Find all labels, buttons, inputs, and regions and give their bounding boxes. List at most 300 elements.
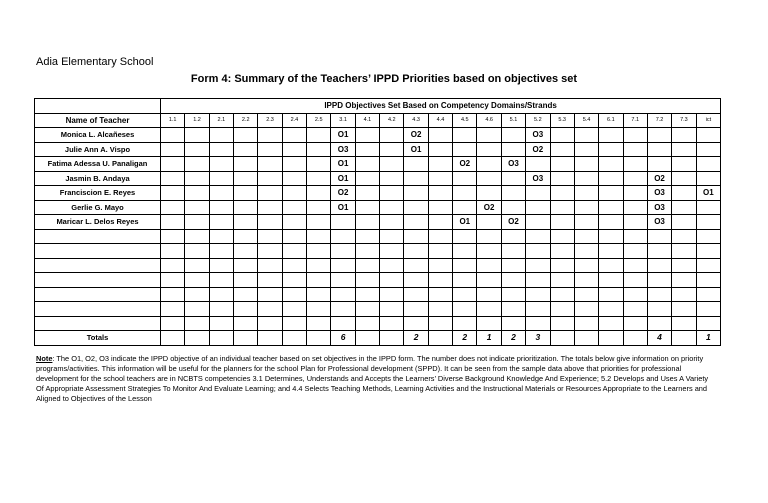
competency-code: 4.1 — [355, 113, 379, 128]
objective-cell — [185, 273, 209, 288]
objective-cell — [258, 128, 282, 143]
note-paragraph — [36, 354, 716, 404]
objective-cell — [550, 128, 574, 143]
objective-cell — [428, 287, 452, 302]
objective-cell — [599, 316, 623, 331]
total-cell — [355, 331, 379, 346]
objective-cell — [161, 273, 185, 288]
total-cell — [209, 331, 233, 346]
table-row — [35, 287, 721, 302]
objective-cell — [696, 258, 721, 273]
objective-cell — [501, 273, 525, 288]
objective-cell: O2 — [501, 215, 525, 230]
objective-cell — [599, 229, 623, 244]
objective-cell — [161, 171, 185, 186]
objective-cell — [234, 200, 258, 215]
competency-code: 4.6 — [477, 113, 501, 128]
objective-cell — [428, 171, 452, 186]
table-row — [35, 302, 721, 317]
objective-cell — [307, 229, 331, 244]
objective-cell — [185, 157, 209, 172]
objective-cell — [501, 229, 525, 244]
objective-cell — [574, 287, 598, 302]
objective-cell — [599, 244, 623, 259]
objective-cell — [380, 171, 404, 186]
totals-label: Totals — [35, 331, 161, 346]
objective-cell — [526, 200, 550, 215]
objective-cell — [526, 287, 550, 302]
objective-cell — [282, 142, 306, 157]
objective-cell — [672, 200, 696, 215]
objective-cell — [307, 273, 331, 288]
objective-cell — [477, 186, 501, 201]
objective-cell — [453, 171, 477, 186]
objective-cell — [380, 229, 404, 244]
objective-cell — [526, 157, 550, 172]
objective-cell — [672, 302, 696, 317]
teacher-name — [35, 287, 161, 302]
total-cell: 4 — [647, 331, 671, 346]
total-cell: 3 — [526, 331, 550, 346]
objective-cell — [380, 258, 404, 273]
objective-cell — [209, 186, 233, 201]
objective-cell — [453, 128, 477, 143]
teacher-name: Julie Ann A. Vispo — [35, 142, 161, 157]
objective-cell — [453, 258, 477, 273]
objective-cell — [647, 244, 671, 259]
competency-code: 7.3 — [672, 113, 696, 128]
objective-cell — [550, 200, 574, 215]
objective-cell — [599, 287, 623, 302]
table-row — [35, 316, 721, 331]
objective-cell — [574, 215, 598, 230]
objective-cell — [477, 171, 501, 186]
objective-cell — [623, 316, 647, 331]
objective-cell — [331, 302, 355, 317]
objective-cell — [696, 302, 721, 317]
objective-cell — [380, 273, 404, 288]
objective-cell — [185, 128, 209, 143]
objective-cell — [477, 229, 501, 244]
objective-cell — [501, 302, 525, 317]
teacher-name: Fatima Adessa U. Panaligan — [35, 157, 161, 172]
objective-cell — [599, 200, 623, 215]
objective-cell — [623, 157, 647, 172]
objective-cell — [380, 142, 404, 157]
objective-cell — [234, 273, 258, 288]
objective-cell — [672, 157, 696, 172]
objective-cell — [282, 215, 306, 230]
objective-cell — [428, 157, 452, 172]
objective-cell — [550, 302, 574, 317]
objective-cell — [282, 157, 306, 172]
objective-cell — [647, 273, 671, 288]
objective-cell — [501, 142, 525, 157]
objective-cell — [623, 142, 647, 157]
objective-cell — [574, 142, 598, 157]
objective-cell — [428, 302, 452, 317]
objective-cell — [209, 287, 233, 302]
objective-cell — [599, 258, 623, 273]
objective-cell — [161, 258, 185, 273]
objective-cell — [623, 229, 647, 244]
objective-cell — [380, 128, 404, 143]
objective-cell — [477, 302, 501, 317]
objective-cell — [453, 244, 477, 259]
objective-cell — [428, 229, 452, 244]
objective-cell — [623, 258, 647, 273]
objective-cell — [209, 229, 233, 244]
objective-cell — [672, 186, 696, 201]
objective-cell: O1 — [331, 200, 355, 215]
total-cell — [428, 331, 452, 346]
objective-cell — [161, 128, 185, 143]
objective-cell — [380, 244, 404, 259]
objective-cell: O1 — [331, 171, 355, 186]
objective-cell: O3 — [331, 142, 355, 157]
objective-cell — [331, 229, 355, 244]
objective-cell — [258, 157, 282, 172]
objective-cell — [526, 186, 550, 201]
objective-cell — [307, 128, 331, 143]
objective-cell — [623, 244, 647, 259]
objective-cell — [331, 316, 355, 331]
competency-code: 6.1 — [599, 113, 623, 128]
objective-cell: O3 — [526, 171, 550, 186]
objective-cell — [550, 244, 574, 259]
form-title: Form 4: Summary of the Teachers’ IPPD Priorities based on objectives set — [190, 73, 578, 85]
competency-code: 5.1 — [501, 113, 525, 128]
objective-cell — [307, 142, 331, 157]
objective-cell — [526, 244, 550, 259]
objective-cell — [307, 157, 331, 172]
objective-cell — [550, 258, 574, 273]
objective-cell — [185, 302, 209, 317]
objective-cell — [672, 142, 696, 157]
competency-code: 2.4 — [282, 113, 306, 128]
teacher-name — [35, 244, 161, 259]
objective-cell — [623, 200, 647, 215]
objective-cell — [331, 273, 355, 288]
competency-code: 5.4 — [574, 113, 598, 128]
objective-cell — [672, 287, 696, 302]
objective-cell — [647, 157, 671, 172]
objective-cell — [307, 186, 331, 201]
objective-cell — [355, 302, 379, 317]
objective-cell — [355, 258, 379, 273]
objective-cell — [209, 302, 233, 317]
objective-cell — [477, 128, 501, 143]
total-cell — [623, 331, 647, 346]
objective-cell: O2 — [647, 171, 671, 186]
objective-cell — [647, 142, 671, 157]
objective-cell — [453, 200, 477, 215]
objective-cell — [428, 128, 452, 143]
competency-code: 7.1 — [623, 113, 647, 128]
objective-cell — [282, 302, 306, 317]
objective-cell — [501, 244, 525, 259]
objective-cell — [672, 215, 696, 230]
objective-cell — [355, 128, 379, 143]
competency-code: 4.2 — [380, 113, 404, 128]
objective-cell — [185, 186, 209, 201]
objective-cell: O2 — [526, 142, 550, 157]
table-body — [35, 128, 721, 331]
objective-cell — [185, 142, 209, 157]
objective-cell: O2 — [453, 157, 477, 172]
objective-cell — [696, 316, 721, 331]
objective-cell — [526, 273, 550, 288]
objective-cell — [647, 258, 671, 273]
objective-cell — [404, 215, 428, 230]
objective-cell — [355, 244, 379, 259]
objective-cell — [185, 244, 209, 259]
objective-cell — [477, 273, 501, 288]
objective-cell — [428, 186, 452, 201]
school-name: Adia Elementary School — [36, 56, 154, 68]
table-row — [35, 157, 721, 172]
objective-cell — [623, 287, 647, 302]
objective-cell — [355, 287, 379, 302]
total-cell — [161, 331, 185, 346]
objective-cell — [672, 244, 696, 259]
objective-cell: O3 — [526, 128, 550, 143]
competency-code: ict — [696, 113, 721, 128]
objective-cell — [404, 273, 428, 288]
objective-cell — [550, 316, 574, 331]
objective-cell — [307, 171, 331, 186]
objective-cell — [404, 229, 428, 244]
objective-cell — [453, 142, 477, 157]
objective-cell — [282, 171, 306, 186]
objective-cell — [282, 128, 306, 143]
objective-cell — [428, 273, 452, 288]
objective-cell — [550, 157, 574, 172]
objective-cell — [161, 200, 185, 215]
objective-cell — [404, 258, 428, 273]
table-row — [35, 273, 721, 288]
objective-cell — [282, 244, 306, 259]
objective-cell — [161, 157, 185, 172]
objective-cell — [234, 258, 258, 273]
objective-cell — [234, 287, 258, 302]
objective-cell — [355, 171, 379, 186]
objective-cell — [477, 287, 501, 302]
table-row — [35, 258, 721, 273]
objective-cell — [209, 157, 233, 172]
objective-cell — [672, 258, 696, 273]
total-cell: 2 — [501, 331, 525, 346]
table-row — [35, 171, 721, 186]
objective-cell — [550, 142, 574, 157]
teacher-name — [35, 302, 161, 317]
total-cell: 1 — [477, 331, 501, 346]
objective-cell — [647, 128, 671, 143]
objective-cell — [574, 258, 598, 273]
objective-cell — [647, 229, 671, 244]
objective-cell — [234, 244, 258, 259]
objective-cell — [477, 244, 501, 259]
objective-cell — [209, 316, 233, 331]
objective-cell — [428, 258, 452, 273]
objective-cell — [307, 316, 331, 331]
objective-cell — [380, 316, 404, 331]
objective-cell — [623, 171, 647, 186]
objective-cell — [574, 171, 598, 186]
objective-cell: O1 — [331, 157, 355, 172]
competency-code: 4.5 — [453, 113, 477, 128]
objective-cell — [550, 273, 574, 288]
objective-cell — [550, 215, 574, 230]
total-cell — [574, 331, 598, 346]
total-cell — [672, 331, 696, 346]
objective-cell — [185, 215, 209, 230]
objective-cell — [234, 302, 258, 317]
total-cell: 1 — [696, 331, 721, 346]
objective-cell — [574, 302, 598, 317]
objective-cell — [355, 142, 379, 157]
competency-code: 5.3 — [550, 113, 574, 128]
objective-cell — [428, 142, 452, 157]
objective-cell — [185, 229, 209, 244]
objective-cell — [209, 171, 233, 186]
objective-cell — [623, 273, 647, 288]
objective-cell — [501, 316, 525, 331]
objective-cell — [380, 302, 404, 317]
objective-cell — [355, 229, 379, 244]
objective-cell — [550, 229, 574, 244]
total-cell — [307, 331, 331, 346]
objective-cell — [574, 229, 598, 244]
objective-cell — [477, 157, 501, 172]
objective-cell — [258, 273, 282, 288]
objective-cell — [307, 287, 331, 302]
objective-cell — [501, 200, 525, 215]
table-row — [35, 142, 721, 157]
objective-cell — [282, 258, 306, 273]
table-row — [35, 215, 721, 230]
objective-cell — [234, 142, 258, 157]
objective-cell — [234, 215, 258, 230]
objective-cell — [501, 258, 525, 273]
objective-cell — [234, 229, 258, 244]
objective-cell: O2 — [331, 186, 355, 201]
objective-cell — [234, 157, 258, 172]
objective-cell — [404, 186, 428, 201]
objective-cell — [258, 316, 282, 331]
total-cell: 6 — [331, 331, 355, 346]
objective-cell — [307, 215, 331, 230]
objective-cell — [672, 316, 696, 331]
objective-cell — [307, 200, 331, 215]
table-row — [35, 229, 721, 244]
objective-cell — [185, 258, 209, 273]
objective-cell — [526, 229, 550, 244]
objective-cell — [574, 316, 598, 331]
table-row — [35, 186, 721, 201]
objective-cell — [501, 171, 525, 186]
objective-cell — [258, 287, 282, 302]
objective-cell: O1 — [696, 186, 721, 201]
competency-code: 4.3 — [404, 113, 428, 128]
objective-cell — [355, 157, 379, 172]
objective-cell — [161, 287, 185, 302]
objective-cell — [453, 229, 477, 244]
totals-row — [35, 331, 721, 346]
objective-cell: O3 — [501, 157, 525, 172]
objective-cell: O2 — [404, 128, 428, 143]
objective-cell — [526, 302, 550, 317]
competency-code: 5.2 — [526, 113, 550, 128]
objective-cell — [209, 273, 233, 288]
objective-cell — [185, 316, 209, 331]
objective-cell: O3 — [647, 200, 671, 215]
total-cell: 2 — [404, 331, 428, 346]
objective-cell — [574, 200, 598, 215]
objective-cell — [209, 244, 233, 259]
objective-cell — [526, 316, 550, 331]
objective-cell — [161, 186, 185, 201]
teacher-name: Jasmin B. Andaya — [35, 171, 161, 186]
objective-cell — [647, 302, 671, 317]
objective-cell — [258, 200, 282, 215]
objective-cell — [258, 186, 282, 201]
objective-cell — [161, 316, 185, 331]
objective-cell — [258, 215, 282, 230]
objective-cell — [234, 128, 258, 143]
objective-cell — [161, 302, 185, 317]
objective-cell — [234, 316, 258, 331]
objective-cell — [355, 200, 379, 215]
objective-cell: O2 — [477, 200, 501, 215]
objective-cell — [161, 142, 185, 157]
objective-cell — [355, 273, 379, 288]
objective-cell — [647, 316, 671, 331]
objective-cell — [696, 229, 721, 244]
objective-cell — [574, 273, 598, 288]
objective-cell — [599, 302, 623, 317]
objective-cell — [258, 229, 282, 244]
objective-cell — [380, 215, 404, 230]
competency-code: 1.1 — [161, 113, 185, 128]
objective-cell — [355, 316, 379, 331]
total-cell — [550, 331, 574, 346]
competency-code: 2.3 — [258, 113, 282, 128]
objective-cell — [501, 128, 525, 143]
objective-cell — [696, 128, 721, 143]
objective-cell — [185, 287, 209, 302]
objective-cell — [380, 200, 404, 215]
objective-cell: O1 — [453, 215, 477, 230]
objective-cell — [574, 244, 598, 259]
objective-cell — [209, 128, 233, 143]
total-cell — [282, 331, 306, 346]
band-header-row — [35, 99, 721, 114]
total-cell — [234, 331, 258, 346]
objective-cell — [258, 302, 282, 317]
objective-cell — [623, 302, 647, 317]
name-header: Name of Teacher — [35, 113, 161, 128]
band-header: IPPD Objectives Set Based on Competency Domains/Strands — [161, 99, 721, 114]
objective-cell — [380, 186, 404, 201]
objective-cell — [696, 244, 721, 259]
objective-cell — [672, 128, 696, 143]
objective-cell — [404, 171, 428, 186]
objective-cell — [209, 258, 233, 273]
objective-cell — [282, 287, 306, 302]
objective-cell — [404, 287, 428, 302]
objective-cell — [599, 186, 623, 201]
